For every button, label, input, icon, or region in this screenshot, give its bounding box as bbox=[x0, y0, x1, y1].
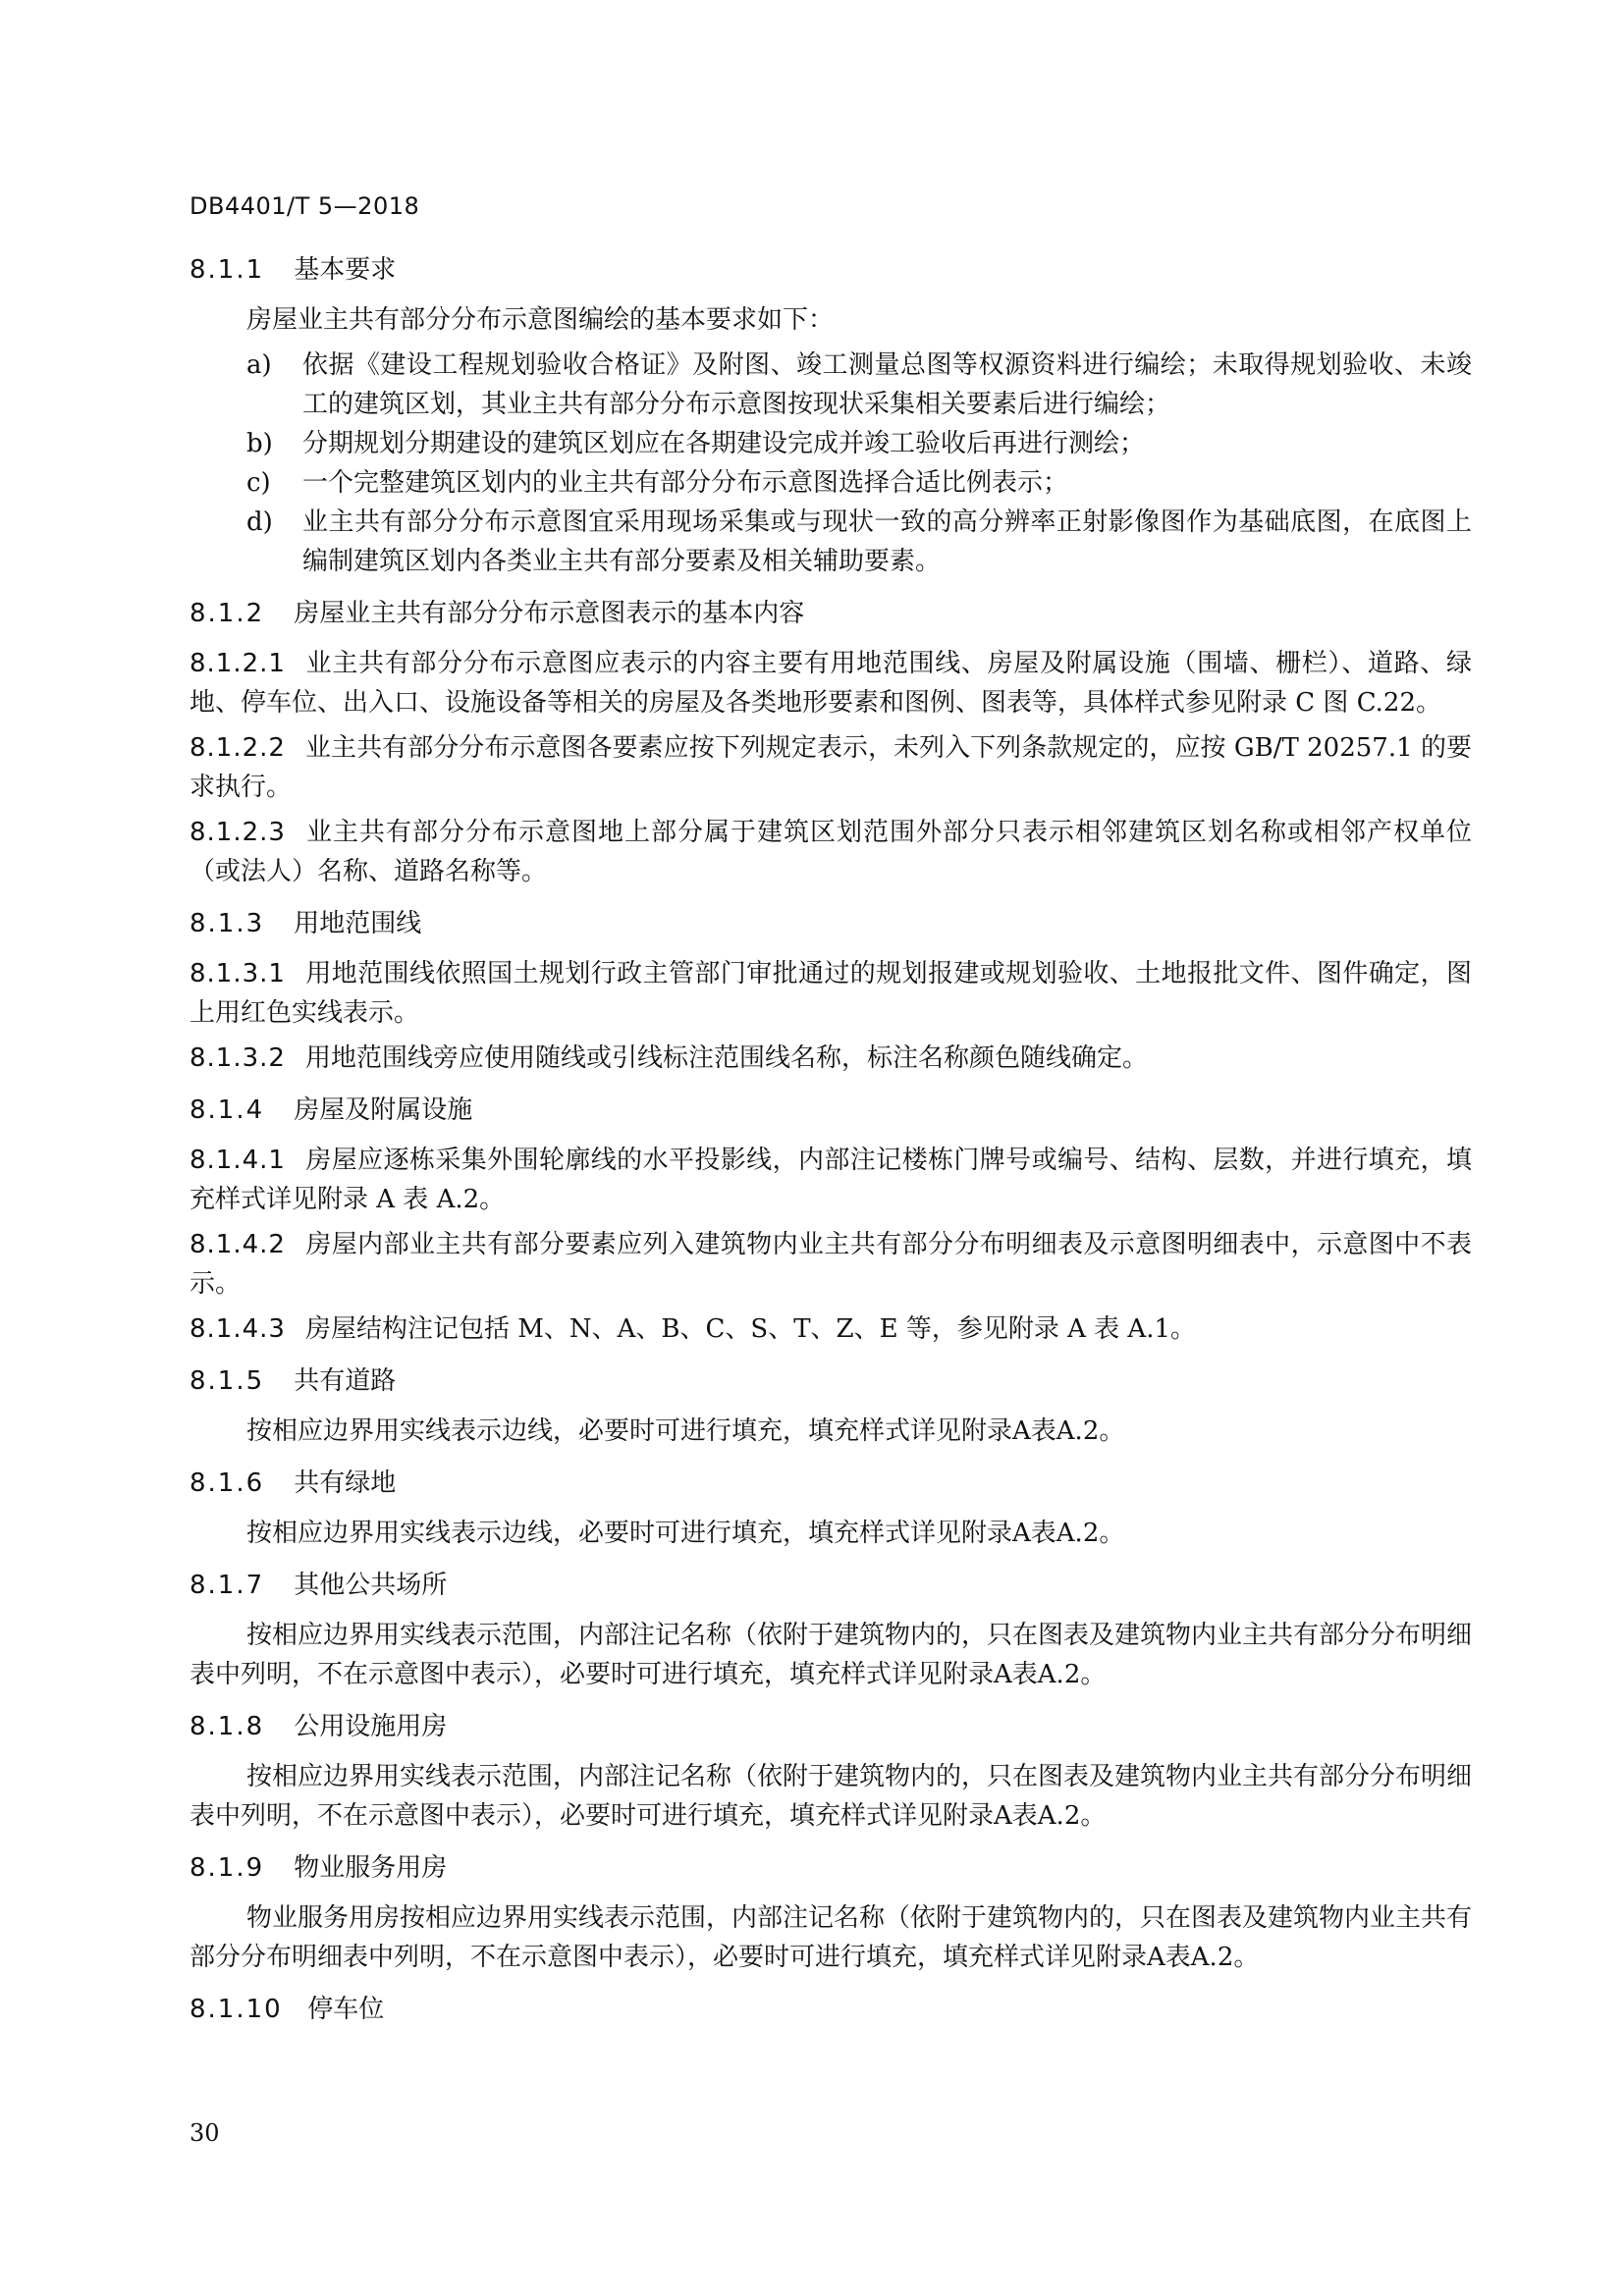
section-number: 8.1.8 bbox=[189, 1712, 265, 1741]
section-title: 停车位 bbox=[307, 1995, 385, 2024]
section-intro: 房屋业主共有部分分布示意图编绘的基本要求如下： bbox=[246, 305, 835, 335]
list-marker: b) bbox=[246, 429, 273, 458]
subclause bbox=[189, 1039, 1472, 1078]
list-item bbox=[189, 463, 1472, 503]
subclause-number: 8.1.2.2 bbox=[189, 733, 286, 763]
subclause bbox=[189, 1225, 1472, 1304]
section-8-1-9 bbox=[189, 1851, 1472, 1977]
subclause-text: 业主共有部分分布示意图应表示的内容主要有用地范围线、房屋及附属设施（围墙、栅栏）、道路、绿地、停车位、出入口、设施设备等相关的房屋及各类地形要素和图例、图表等，具体样式参见附录 C 图 C.22。 bbox=[189, 649, 1472, 718]
section-heading bbox=[189, 1710, 1472, 1743]
section-heading bbox=[189, 1467, 1472, 1500]
subclause bbox=[189, 644, 1472, 722]
section-heading bbox=[189, 1094, 1472, 1127]
section-8-1-8 bbox=[189, 1710, 1472, 1836]
section-body: 按相应边界用实线表示范围，内部注记名称（依附于建筑物内的，只在图表及建筑物内业主共有部分分布明细表中列明，不在示意图中表示），必要时可进行填充，填充样式详见附录A表A.2。 bbox=[189, 1762, 1473, 1831]
subclause-text: 房屋结构注记包括 M、N、A、B、C、S、T、Z、E 等，参见附录 A 表 A.1。 bbox=[304, 1314, 1196, 1344]
section-title: 基本要求 bbox=[294, 255, 397, 285]
list-item bbox=[189, 346, 1472, 424]
section-number: 8.1.9 bbox=[189, 1853, 265, 1883]
section-heading bbox=[189, 1993, 1472, 2026]
subclause bbox=[189, 728, 1472, 807]
list-text: 分期规划分期建设的建筑区划应在各期建设完成并竣工验收后再进行测绘； bbox=[302, 429, 1146, 458]
section-heading bbox=[189, 253, 1472, 287]
section-body: 按相应边界用实线表示边线，必要时可进行填充，填充样式详见附录A表A.2。 bbox=[246, 1519, 1125, 1548]
section-number: 8.1.5 bbox=[189, 1366, 265, 1396]
section-number: 8.1.4 bbox=[189, 1095, 265, 1125]
section-8-1-4 bbox=[189, 1094, 1472, 1349]
section-heading bbox=[189, 597, 1472, 630]
section-heading bbox=[189, 1364, 1472, 1398]
section-title: 房屋业主共有部分分布示意图表示的基本内容 bbox=[294, 599, 805, 628]
list-marker: a) bbox=[246, 350, 272, 380]
subclause-text: 房屋应逐栋采集外围轮廓线的水平投影线，内部注记楼栋门牌号或编号、结构、层数，并进行填充，填充样式详见附录 A 表 A.2。 bbox=[189, 1146, 1472, 1214]
list-text: 一个完整建筑区划内的业主共有部分分布示意图选择合适比例表示； bbox=[302, 468, 1069, 498]
section-8-1-3 bbox=[189, 907, 1472, 1078]
page-number: 30 bbox=[189, 2119, 220, 2147]
section-number: 8.1.6 bbox=[189, 1468, 265, 1498]
list-marker: c) bbox=[246, 468, 271, 498]
subclause-number: 8.1.3.1 bbox=[189, 959, 286, 988]
section-body: 按相应边界用实线表示范围，内部注记名称（依附于建筑物内的，只在图表及建筑物内业主共有部分分布明细表中列明，不在示意图中表示），必要时可进行填充，填充样式详见附录A表A.2。 bbox=[189, 1621, 1473, 1689]
subclause-text: 房屋内部业主共有部分要素应列入建筑物内业主共有部分分布明细表及示意图明细表中，示意图中不表示。 bbox=[189, 1230, 1472, 1299]
subclause-number: 8.1.4.2 bbox=[189, 1230, 286, 1259]
subclause-number: 8.1.2.1 bbox=[189, 649, 286, 678]
section-title: 共有绿地 bbox=[294, 1468, 397, 1498]
list-item bbox=[189, 503, 1472, 581]
section-number: 8.1.7 bbox=[189, 1571, 265, 1600]
section-number: 8.1.2 bbox=[189, 599, 265, 628]
section-8-1-6 bbox=[189, 1467, 1472, 1553]
section-number: 8.1.10 bbox=[189, 1995, 283, 2024]
list-text: 依据《建设工程规划验收合格证》及附图、竣工测量总图等权源资料进行编绘；未取得规划验收、未竣工的建筑区划，其业主共有部分分布示意图按现状采集相关要素后进行编绘； bbox=[302, 350, 1472, 419]
document-body bbox=[189, 253, 1472, 2042]
list-marker: d) bbox=[246, 507, 273, 537]
subclause bbox=[189, 1141, 1472, 1219]
subclause-text: 用地范围线依照国土规划行政主管部门审批通过的规划报建或规划验收、土地报批文件、图件确定，图上用红色实线表示。 bbox=[189, 959, 1472, 1028]
subclause-number: 8.1.3.2 bbox=[189, 1043, 286, 1073]
section-8-1-5 bbox=[189, 1364, 1472, 1451]
subclause-number: 8.1.2.3 bbox=[189, 818, 286, 847]
section-body: 按相应边界用实线表示边线，必要时可进行填充，填充样式详见附录A表A.2。 bbox=[246, 1416, 1125, 1446]
section-heading bbox=[189, 1569, 1472, 1602]
section-title: 共有道路 bbox=[294, 1366, 397, 1396]
subclause bbox=[189, 813, 1472, 891]
section-title: 其他公共场所 bbox=[294, 1571, 448, 1600]
section-number: 8.1.3 bbox=[189, 909, 265, 938]
list-text: 业主共有部分分布示意图宜采用现场采集或与现状一致的高分辨率正射影像图作为基础底图，在底图上编制建筑区划内各类业主共有部分要素及相关辅助要素。 bbox=[302, 507, 1472, 576]
section-title: 用地范围线 bbox=[294, 909, 422, 938]
requirement-list bbox=[189, 346, 1472, 581]
subclause-number: 8.1.4.1 bbox=[189, 1146, 286, 1175]
subclause bbox=[189, 954, 1472, 1033]
document-code: DB4401/T 5—2018 bbox=[189, 192, 420, 220]
section-8-1-2 bbox=[189, 597, 1472, 891]
section-8-1-10 bbox=[189, 1993, 1472, 2026]
subclause-text: 业主共有部分分布示意图各要素应按下列规定表示，未列入下列条款规定的，应按 GB/T 20257.1 的要求执行。 bbox=[189, 733, 1472, 802]
section-8-1-7 bbox=[189, 1569, 1472, 1694]
subclause-text: 业主共有部分分布示意图地上部分属于建筑区划范围外部分只表示相邻建筑区划名称或相邻产权单位（或法人）名称、道路名称等。 bbox=[189, 818, 1472, 886]
subclause-text: 用地范围线旁应使用随线或引线标注范围线名称，标注名称颜色随线确定。 bbox=[304, 1043, 1148, 1073]
section-title: 物业服务用房 bbox=[294, 1853, 448, 1883]
section-heading bbox=[189, 1851, 1472, 1885]
section-8-1-1 bbox=[189, 253, 1472, 581]
section-title: 公用设施用房 bbox=[294, 1712, 448, 1741]
subclause bbox=[189, 1309, 1472, 1349]
subclause-number: 8.1.4.3 bbox=[189, 1314, 286, 1344]
section-title: 房屋及附属设施 bbox=[294, 1095, 473, 1125]
section-body: 物业服务用房按相应边界用实线表示范围，内部注记名称（依附于建筑物内的，只在图表及建筑物内业主共有部分分布明细表中列明，不在示意图中表示），必要时可进行填充，填充样式详见附录A表A.2。 bbox=[189, 1903, 1473, 1972]
section-number: 8.1.1 bbox=[189, 255, 265, 285]
list-item bbox=[189, 424, 1472, 463]
section-heading bbox=[189, 907, 1472, 940]
